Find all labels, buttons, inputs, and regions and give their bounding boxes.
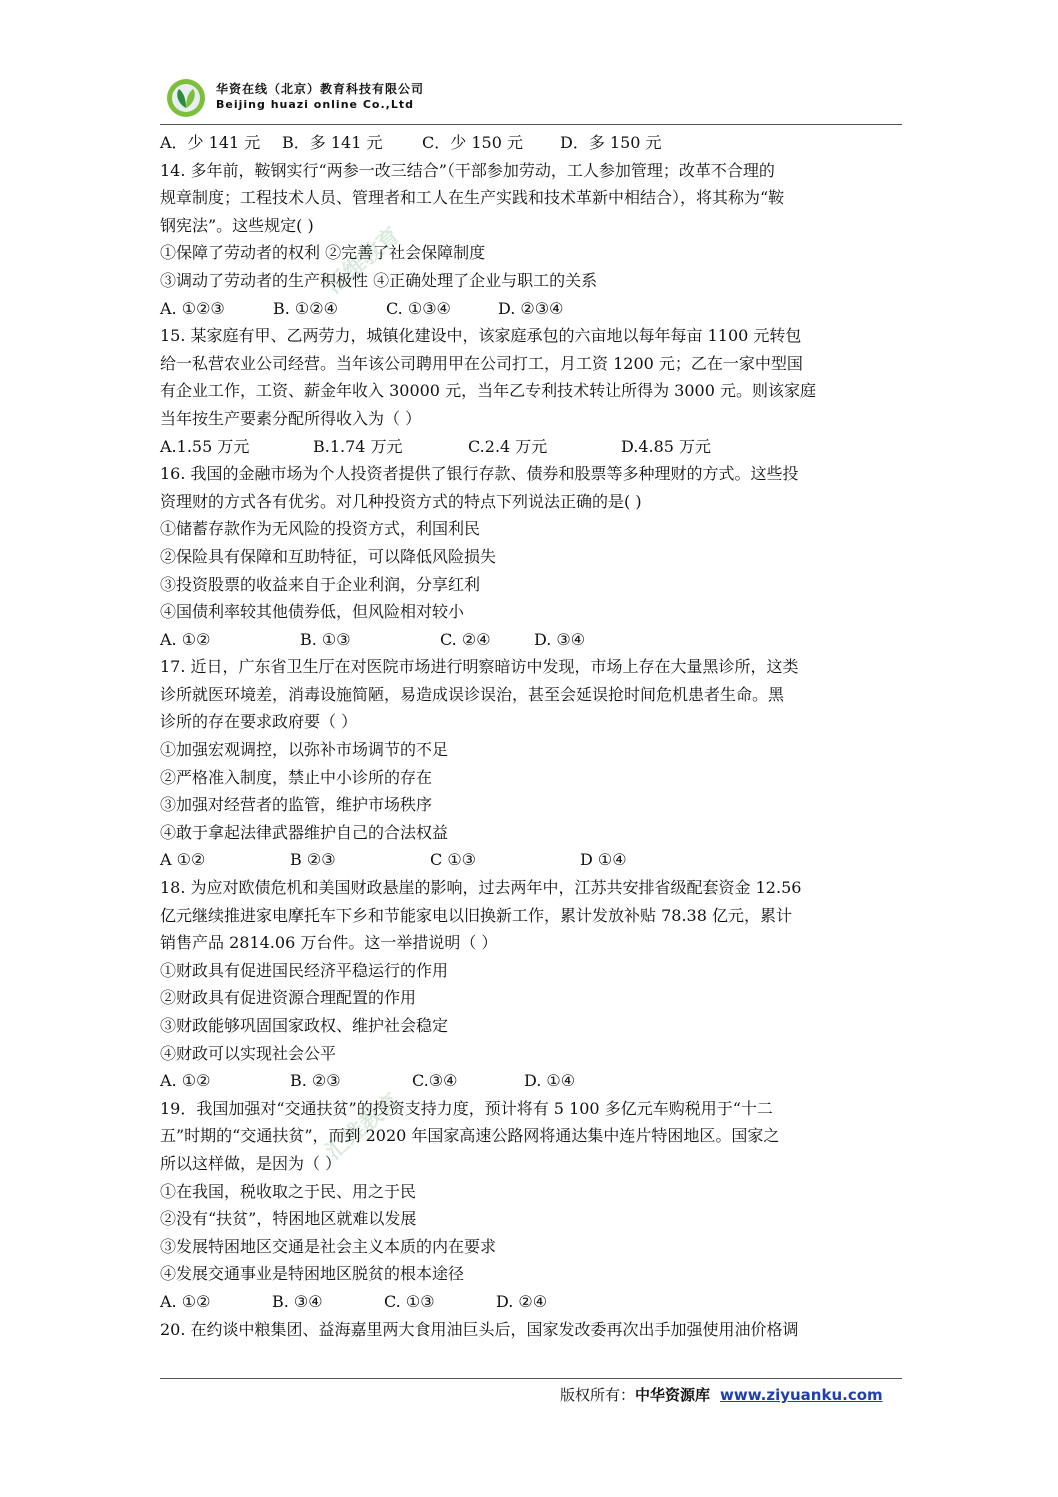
question-16 [160, 460, 902, 653]
question-text: 当年按生产要素分配所得收入为（ ） [160, 408, 422, 428]
question-text: 五”时期的“交通扶贫”，而到 2020 年国家高速公路网将通达集中连片特困地区。国家之 [160, 1126, 780, 1146]
document-body [160, 129, 902, 1343]
question-20 [160, 1316, 902, 1344]
site-url-link[interactable]: www.ziyuanku.com [720, 1386, 883, 1404]
option: A. ①②③ [160, 298, 225, 318]
statement-item: ①保障了劳动者的权利 ②完善了社会保障制度 [160, 243, 486, 263]
question-text: 17. 近日，广东省卫生厅在对医院市场进行明察暗访中发现，市场上存在大量黑诊所，这类 [160, 657, 799, 677]
statement-item: ②没有“扶贫”，特困地区就难以发展 [160, 1209, 417, 1229]
answer-options [160, 626, 902, 654]
question-text: 诊所就医环境差，消毒设施简陋，易造成误诊误治，甚至会延误抢时间危机患者生命。黑 [160, 684, 785, 704]
company-logo [166, 78, 206, 118]
question-text: 诊所的存在要求政府要（ ） [160, 712, 358, 732]
option: D ①④ [580, 850, 627, 870]
option: C ①③ [430, 850, 477, 870]
statement-item: ③投资股票的收益来自于企业利润，分享红利 [160, 574, 481, 594]
question-text: 16. 我国的金融市场为个人投资者提供了银行存款、债券和股票等多种理财的方式。这些投 [160, 464, 799, 484]
question-text: 销售产品 2814.06 万台件。这一举措说明（ ） [160, 933, 498, 953]
question-text: 14. 多年前，鞍钢实行“两参一改三结合”（干部参加劳动，工人参加管理；改革不合理的 [160, 160, 775, 180]
statement-item: ④发展交通事业是特困地区脱贫的根本途径 [160, 1264, 465, 1284]
question-text: 钢宪法”。这些规定( ) [160, 215, 314, 235]
option: A. ①② [160, 629, 211, 649]
company-name-chinese: 华资在线（北京）教育科技有限公司 [216, 82, 425, 96]
option: C.③④ [412, 1071, 458, 1091]
statement-item: ①财政具有促进国民经济平稳运行的作用 [160, 960, 449, 980]
question-text: 18. 为应对欧债危机和美国财政悬崖的影响，过去两年中，江苏共安排省级配套资金 12.56 [160, 878, 802, 898]
option: B．多 141 元 [282, 133, 383, 152]
option: D. ③④ [534, 629, 586, 649]
question-14 [160, 157, 902, 323]
statement-item: ④财政可以实现社会公平 [160, 1043, 337, 1063]
statement-item: ③加强对经营者的监管，维护市场秩序 [160, 795, 433, 815]
option: A ①② [160, 850, 206, 870]
question-text: 给一私营农业公司经营。当年该公司聘用甲在公司打工，月工资 1200 元；乙在一家中型国 [160, 353, 803, 373]
statement-item: ①储蓄存款作为无风险的投资方式，利国利民 [160, 519, 481, 539]
statement-item: ③财政能够巩固国家政权、维护社会稳定 [160, 1016, 449, 1035]
answer-options [160, 1067, 902, 1095]
statement-item: ④国债利率较其他债券低，但风险相对较小 [160, 602, 465, 622]
option: B. ②③ [290, 1071, 341, 1091]
statement-item: ①加强宏观调控，以弥补市场调节的不足 [160, 740, 449, 760]
option: C. ①③④ [386, 298, 451, 318]
option: C. ②④ [440, 629, 491, 649]
statement-item: ①在我国，税收取之于民、用之于民 [160, 1181, 417, 1201]
option: A. ①② [160, 1071, 211, 1091]
copyright-label: 版权所有： [560, 1386, 636, 1404]
option: B. ①②④ [273, 298, 338, 318]
question-19 [160, 1095, 902, 1316]
company-name-english: Beijing huazi online Co.,Ltd [216, 98, 414, 111]
option: A.1.55 万元 [160, 436, 250, 456]
question-text: 规章制度；工程技术人员、管理者和工人在生产实践和技术革新中相结合），将其称为“鞍 [160, 188, 785, 208]
option: A. ①② [160, 1291, 211, 1311]
option: D. ②③④ [498, 298, 564, 318]
option: A．少 141 元 [160, 133, 261, 152]
option: D.4.85 万元 [621, 436, 712, 456]
question-text: 15. 某家庭有甲、乙两劳力，城镇化建设中，该家庭承包的六亩地以每年每亩 1100 元转包 [160, 326, 802, 346]
question-17 [160, 653, 902, 874]
option: C.2.4 万元 [468, 436, 548, 456]
question-text: 19．我国加强对“交通扶贫”的投资支持力度，预计将有 5 100 多亿元车购税用于“十二 [160, 1098, 773, 1118]
footer-divider [160, 1378, 902, 1379]
option: B.1.74 万元 [313, 436, 403, 456]
answer-options [160, 846, 902, 874]
answer-options [160, 1288, 902, 1316]
question-18 [160, 874, 902, 1095]
answer-options [160, 295, 902, 323]
statement-item: ②财政具有促进资源合理配置的作用 [160, 988, 417, 1008]
site-name: 中华资源库 [635, 1386, 711, 1404]
question-text: 亿元继续推进家电摩托车下乡和节能家电以旧换新工作，累计发放补贴 78.38 亿元，累计 [160, 905, 792, 925]
option: C. ①③ [384, 1291, 435, 1311]
option: C．少 150 元 [422, 133, 523, 152]
option: B ②③ [290, 850, 336, 870]
q13-options [160, 129, 902, 157]
statement-item: ④敢于拿起法律武器维护自己的合法权益 [160, 822, 449, 842]
question-text: 所以这样做，是因为（ ） [160, 1153, 342, 1173]
statement-item: ②保险具有保障和互助特征，可以降低风险损失 [160, 546, 497, 566]
question-text: 资理财的方式各有优劣。对几种投资方式的特点下列说法正确的是( ) [160, 491, 642, 511]
page-footer [560, 1384, 883, 1405]
watermark: 汇维教育 [321, 1089, 406, 1165]
question-15 [160, 322, 902, 460]
statement-item: ②严格准入制度，禁止中小诊所的存在 [160, 767, 433, 787]
watermark: 汇维教育 [321, 223, 406, 299]
option: D. ①④ [524, 1071, 576, 1091]
page-header [160, 72, 900, 124]
header-divider [160, 124, 902, 125]
option: D. ②④ [496, 1291, 548, 1311]
answer-options [160, 433, 902, 461]
option: D．多 150 元 [560, 133, 662, 152]
statement-item: ③调动了劳动者的生产积极性 ④正确处理了企业与职工的关系 [160, 270, 598, 290]
question-text: 有企业工作，工资、薪金年收入 30000 元，当年乙专利技术转让所得为 3000 元。则该家庭 [160, 381, 816, 401]
question-text: 20. 在约谈中粮集团、益海嘉里两大食用油巨头后，国家发改委再次出手加强使用油价格调 [160, 1319, 799, 1339]
option: B. ①③ [300, 629, 351, 649]
option: B. ③④ [272, 1291, 323, 1311]
statement-item: ③发展特困地区交通是社会主义本质的内在要求 [160, 1236, 497, 1256]
